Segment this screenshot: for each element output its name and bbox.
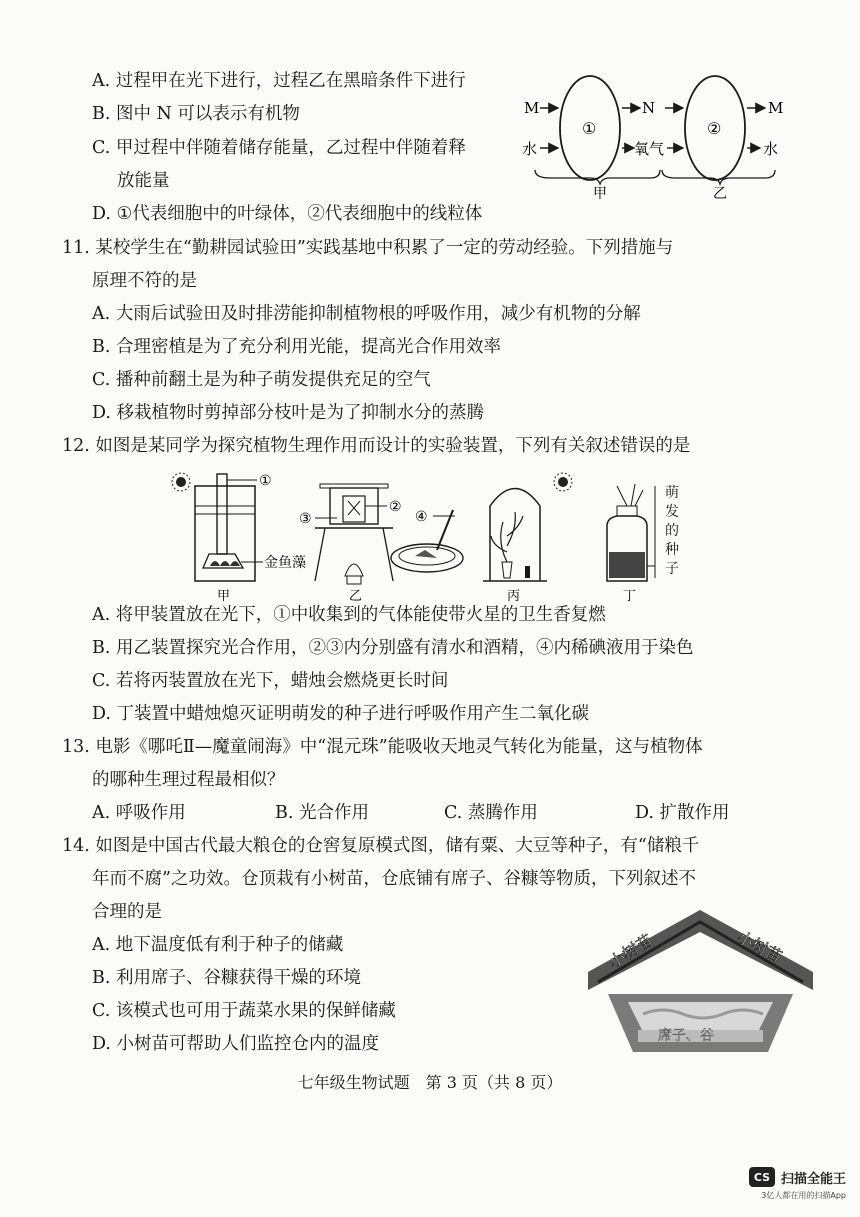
- q12-option-d: D. 丁装置中蜡烛熄灭证明萌发的种子进行呼吸作用产生二氧化碳: [92, 704, 590, 724]
- granary-label-bottom: 席子、谷: [658, 1028, 714, 1044]
- q13-option-d: D. 扩散作用: [635, 803, 730, 823]
- label-n: N: [642, 99, 656, 117]
- q14-stem-cont: 年而不腐”之功效。仓顶栽有小树苗，仓底铺有席子、谷糠等物质，下列叙述不: [92, 869, 696, 889]
- q12-figure: [165, 466, 705, 606]
- label-oxygen: 氧气: [634, 140, 665, 158]
- fig12-label-alga: 金鱼藻: [264, 555, 306, 571]
- fig12-label-jia: 甲: [217, 589, 231, 604]
- fig12-label-4: ④: [415, 509, 428, 525]
- q11-stem-cont: 原理不符的是: [92, 271, 197, 291]
- q13-stem-cont: 的哪种生理过程最相似？: [92, 770, 285, 790]
- q10-diagram: [520, 70, 790, 200]
- q11-option-b: B. 合理密植是为了充分利用光能，提高光合作用效率: [92, 337, 501, 357]
- label-m-right: M: [768, 99, 784, 117]
- fig12-label-3: ③: [299, 511, 312, 527]
- q12-option-b: B. 用乙装置探究光合作用，②③内分别盛有清水和酒精，④内稀碘液用于染色: [92, 638, 694, 658]
- q14-stem: 14. 如图是中国古代最大粮仓的仓窖复原模式图，储有粟、大豆等种子，有“储粮千: [62, 836, 700, 856]
- q14-option-a: A. 地下温度低有利于种子的储藏: [92, 935, 344, 955]
- q12-stem: 12. 如图是某同学为探究植物生理作用而设计的实验装置，下列有关叙述错误的是: [62, 436, 691, 456]
- q13-stem: 13. 电影《哪吒Ⅱ—魔童闹海》中“混元珠”能吸收天地灵气转化为能量，这与植物体: [62, 737, 703, 757]
- q11-stem: 11. 某校学生在“勤耕园试验田”实践基地中积累了一定的劳动经验。下列措施与: [62, 238, 674, 258]
- cs-logo-icon: CS: [749, 1167, 775, 1187]
- page-footer: 七年级生物试题 第 3 页（共 8 页）: [297, 1073, 563, 1092]
- fig12-label-ding: 丁: [623, 589, 637, 604]
- label-jia: 甲: [593, 186, 607, 200]
- cs-app-name: 扫描全能王: [780, 1171, 846, 1187]
- label-water-left: 水: [522, 140, 538, 158]
- fig12-label-seeds: 萌发的种子: [665, 485, 679, 577]
- fig12-label-1: ①: [259, 473, 272, 489]
- label-water-right: 水: [763, 140, 779, 158]
- q14-option-c: C. 该模式也可用于蔬菜水果的保鲜储藏: [92, 1001, 396, 1021]
- q11-option-a: A. 大雨后试验田及时排涝能抑制植物根的呼吸作用，减少有机物的分解: [92, 304, 641, 324]
- q10-option-c: C. 甲过程中伴随着储存能量，乙过程中伴随着释: [92, 138, 466, 158]
- fig12-label-bing: 丙: [507, 589, 521, 604]
- q14-option-d: D. 小树苗可帮助人们监控仓内的温度: [92, 1034, 380, 1054]
- q14-stem-cont2: 合理的是: [92, 902, 162, 922]
- fig12-label-yi: 乙: [349, 589, 363, 604]
- scanner-watermark: [749, 1167, 846, 1187]
- q10-option-c-cont: 放能量: [117, 171, 170, 191]
- granary-image: [588, 902, 813, 1057]
- q12-option-c: C. 若将丙装置放在光下，蜡烛会燃烧更长时间: [92, 671, 449, 691]
- q13-option-b: B. 光合作用: [275, 803, 369, 823]
- q10-option-a: A. 过程甲在光下进行，过程乙在黑暗条件下进行: [92, 71, 466, 91]
- q11-option-c: C. 播种前翻土是为种子萌发提供充足的空气: [92, 370, 431, 390]
- q13-option-a: A. 呼吸作用: [92, 803, 186, 823]
- fig12-label-2: ②: [389, 499, 402, 515]
- granary-label-tree-right: 小树苗: [733, 927, 786, 967]
- q14-option-b: B. 利用席子、谷糠获得干燥的环境: [92, 968, 361, 988]
- label-m-left: M: [524, 99, 540, 117]
- q12-option-a: A. 将甲装置放在光下，①中收集到的气体能使带火星的卫生香复燃: [92, 605, 606, 625]
- label-circle-1: ①: [582, 119, 597, 138]
- label-yi: 乙: [713, 186, 727, 200]
- q11-option-d: D. 移栽植物时剪掉部分枝叶是为了抑制水分的蒸腾: [92, 403, 485, 423]
- q13-option-c: C. 蒸腾作用: [444, 803, 538, 823]
- q10-option-b: B. 图中 N 可以表示有机物: [92, 104, 300, 124]
- q10-option-d: D. ①代表细胞中的叶绿体，②代表细胞中的线粒体: [92, 204, 483, 224]
- granary-label-tree-left: 小树苗: [605, 930, 657, 973]
- label-circle-2: ②: [707, 119, 722, 138]
- cs-app-subtitle: 3亿人都在用的扫描App: [761, 1191, 846, 1200]
